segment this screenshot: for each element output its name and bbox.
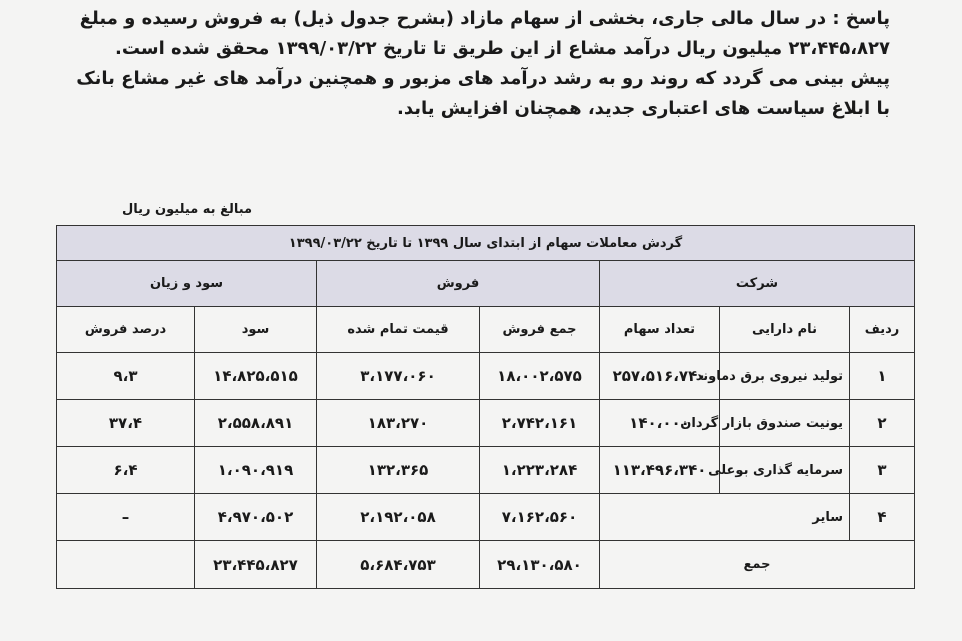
paragraph-line: با ابلاغ سیاست های اعتباری جدید، همچنان افزایش یابد. [396,98,890,119]
row-no: ۳ [850,447,915,494]
answer-paragraph [60,4,890,124]
unit-note: مبالغ به میلیون ریال [122,202,253,217]
group-profit-loss: سود و زیان [57,261,317,307]
row-no: ۱ [850,353,915,400]
header-total-sale: جمع فروش [480,307,600,353]
asset-name: سرمایه گذاری بوعلی [720,447,850,494]
total-sale: ۱،۲۲۳،۲۸۴ [480,447,600,494]
total-sale: ۲۹،۱۳۰،۵۸۰ [480,541,600,589]
sale-pct: – [57,494,195,541]
shares: ۱۱۳،۴۹۶،۳۴۰ [600,447,720,494]
cost: ۱۳۲،۳۶۵ [317,447,480,494]
paragraph-line: پیش بینی می گردد که روند رو به رشد درآمد های مزبور و همچنین درآمد های غیر مشاع بانک [76,68,890,89]
total-cost: ۵،۶۸۴،۷۵۳ [317,541,480,589]
table-row [57,447,915,494]
sale-pct: ۹،۳ [57,353,195,400]
group-sale: فروش [317,261,600,307]
profit: ۴،۹۷۰،۵۰۲ [195,494,317,541]
group-company: شرکت [600,261,915,307]
profit: ۱،۰۹۰،۹۱۹ [195,447,317,494]
table-title: گردش معاملات سهام از ابتدای سال ۱۳۹۹ تا تاریخ ۱۳۹۹/۰۳/۲۲ [57,226,915,261]
table-row [57,353,915,400]
total-sale: ۷،۱۶۲،۵۶۰ [480,494,600,541]
total-sale: ۲،۷۴۲،۱۶۱ [480,400,600,447]
header-sale-pct: درصد فروش [57,307,195,353]
header-row-no: ردیف [850,307,915,353]
cost: ۱۸۳،۲۷۰ [317,400,480,447]
sale-pct: ۳۷،۴ [57,400,195,447]
header-asset-name: نام دارایی [720,307,850,353]
table-row [57,400,915,447]
asset-name: سایر [600,494,850,541]
header-profit: سود [195,307,317,353]
paragraph-line: ۲۳،۴۴۵،۸۲۷ میلیون ریال درآمد مشاع از این طریق تا تاریخ ۱۳۹۹/۰۳/۲۲ محقق شده است. [115,38,890,59]
total-pct-empty [57,541,195,589]
profit: ۲،۵۵۸،۸۹۱ [195,400,317,447]
header-shares: تعداد سهام [600,307,720,353]
share-transactions-table [56,225,915,589]
row-no: ۴ [850,494,915,541]
profit: ۱۴،۸۲۵،۵۱۵ [195,353,317,400]
shares: ۱۴۰،۰۰۰ [600,400,720,447]
asset-name: تولید نیروی برق دماوند [720,353,850,400]
asset-name: یونیت صندوق بازار گردان [720,400,850,447]
total-profit: ۲۳،۴۴۵،۸۲۷ [195,541,317,589]
total-sale: ۱۸،۰۰۲،۵۷۵ [480,353,600,400]
table-row-other [57,494,915,541]
cost: ۲،۱۹۲،۰۵۸ [317,494,480,541]
paragraph-line: پاسخ : در سال مالی جاری، بخشی از سهام مازاد (بشرح جدول ذیل) به فروش رسیده و مبلغ [79,8,890,29]
shares: ۲۵۷،۵۱۶،۷۴۰ [600,353,720,400]
sale-pct: ۶،۴ [57,447,195,494]
header-cost: قیمت تمام شده [317,307,480,353]
table-row-total [57,541,915,589]
cost: ۳،۱۷۷،۰۶۰ [317,353,480,400]
row-no: ۲ [850,400,915,447]
total-label: جمع [600,541,915,589]
